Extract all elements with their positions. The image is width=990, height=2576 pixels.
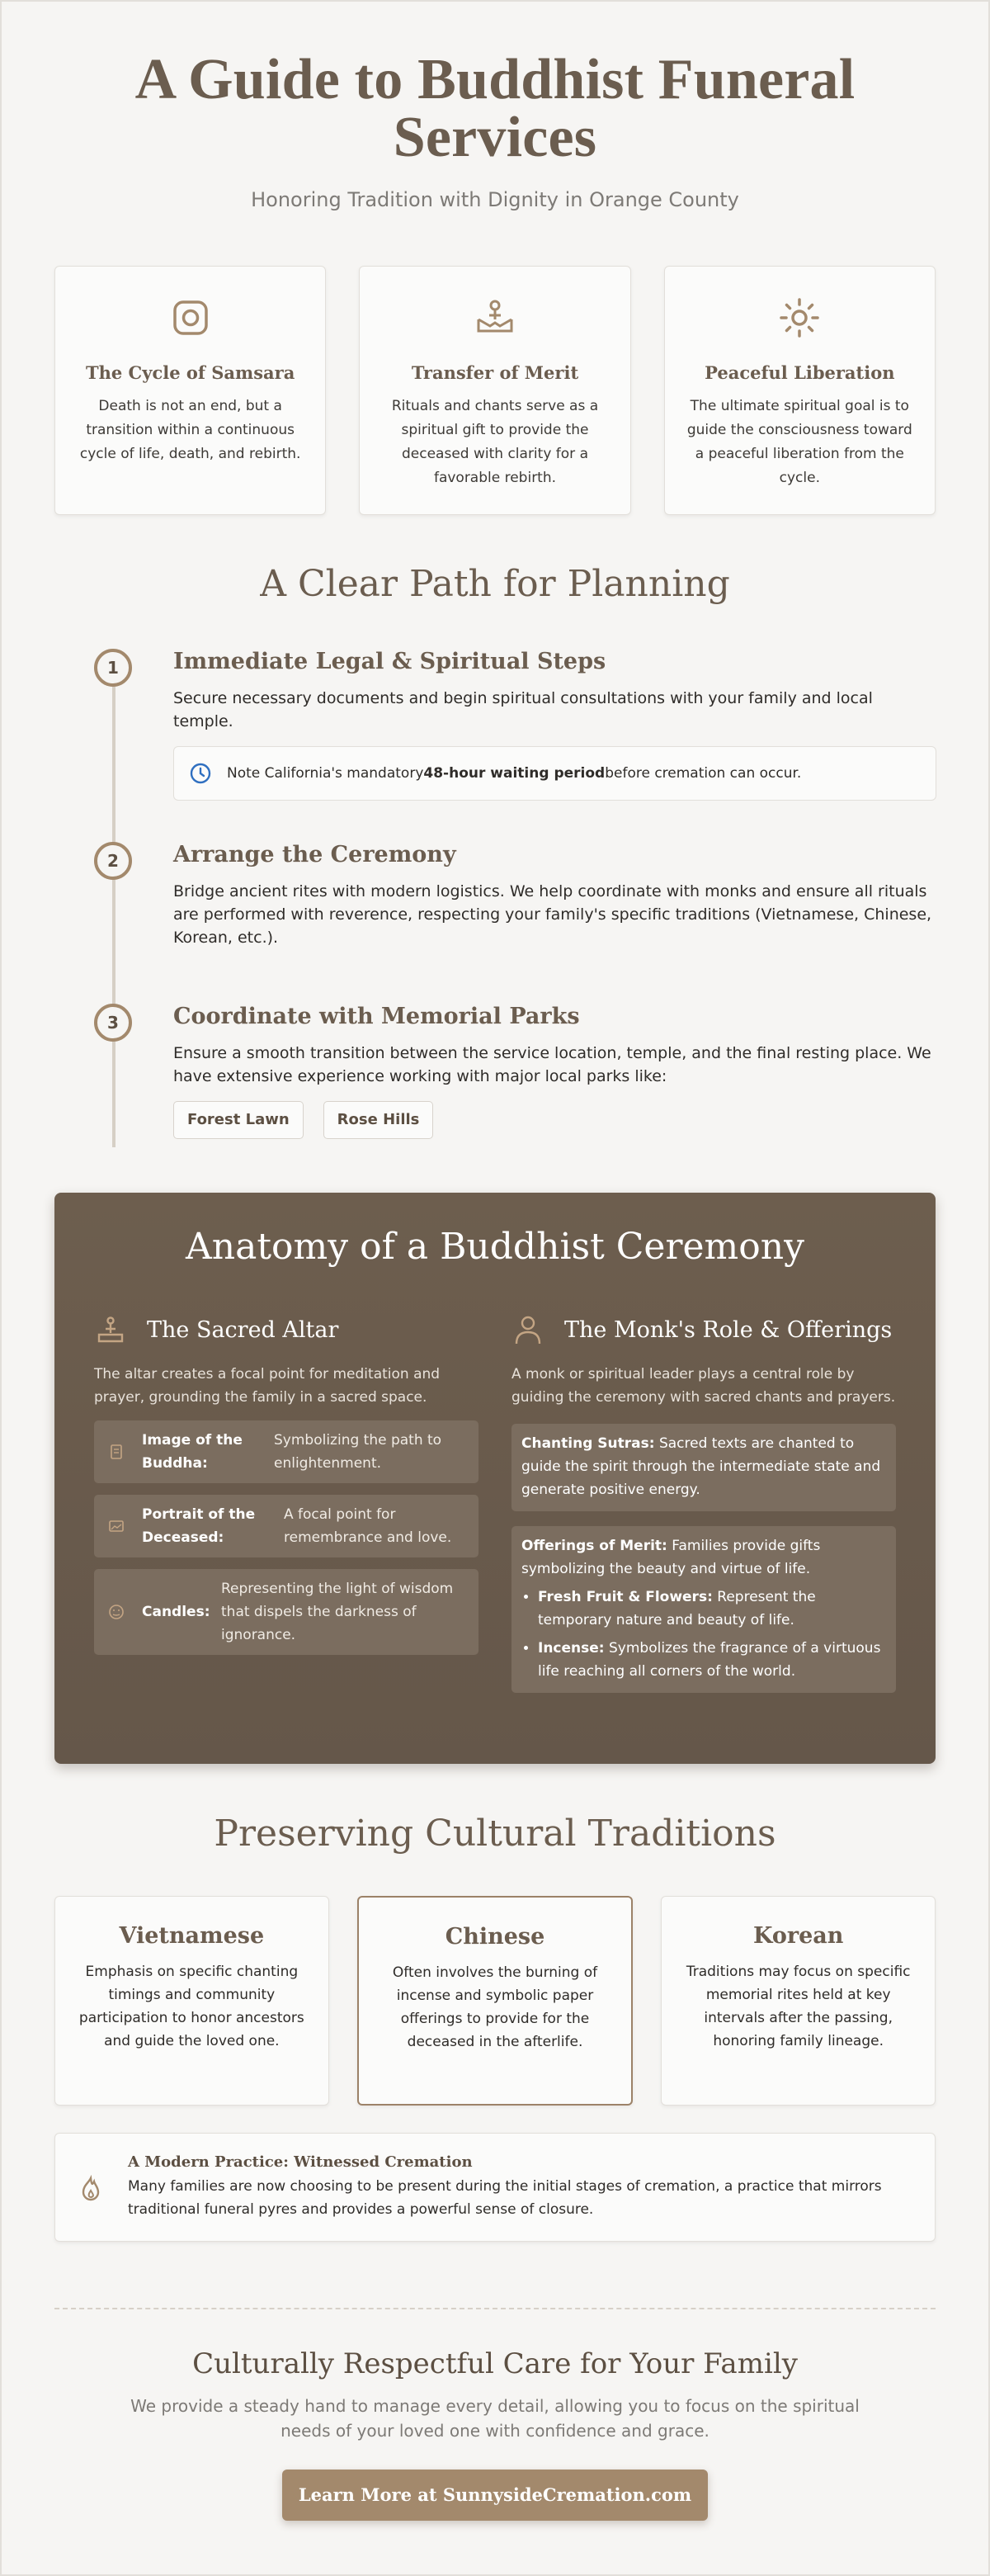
altar-icon: [94, 1313, 127, 1346]
offering-item: • Incense: Symbolizes the fragrance of a virtuous life reaching all corners of the world.: [538, 1637, 886, 1683]
offerings-list: [538, 1586, 886, 1683]
step-text: Bridge ancient rites with modern logistics. We help coordinate with monks and ensure all rituals are performed with reverence, respecting your family's specific traditions (Vietnamese, Chinese, Korean, etc.).: [173, 882, 932, 947]
altar-intro: The altar creates a focal point for meditation and prayer, grounding the family in a sacred space.: [94, 1366, 441, 1406]
learn-more-button[interactable]: Learn More at SunnysideCremation.com: [282, 2470, 708, 2521]
flame-icon: [77, 2175, 105, 2203]
monk-intro: A monk or spiritual leader plays a central role by guiding the ceremony with sacred chants and prayers.: [512, 1366, 896, 1406]
waiting-period-note: [173, 746, 936, 801]
chanting-key: Chanting Sutras:: [521, 1435, 655, 1452]
step-number: 1: [94, 649, 132, 687]
sun-icon: [776, 295, 823, 341]
altar-item: [94, 1569, 478, 1655]
tradition-title: Vietnamese: [119, 1923, 265, 1949]
tradition-text: Emphasis on specific chanting timings and community participation to honor ancestors and guide the loved one.: [78, 1964, 304, 2049]
principle-text: Rituals and chants serve as a spiritual gift to provide the deceased with clarity for a favorable rebirth.: [391, 398, 599, 486]
altar-item-value: Symbolizing the path to enlightenment.: [274, 1432, 442, 1472]
page-title: A Guide to Buddhist Funeral Services: [134, 48, 856, 169]
note-suffix: before cremation can occur.: [605, 765, 802, 782]
principle-title: Transfer of Merit: [411, 362, 579, 383]
altar-title: The Sacred Altar: [147, 1316, 339, 1343]
wheel-icon: [167, 295, 214, 341]
offering-hands-icon: [472, 295, 518, 341]
step-title: Arrange the Ceremony: [173, 842, 456, 867]
chanting-box: [512, 1424, 896, 1511]
cta-title: Culturally Respectful Care for Your Family: [192, 2347, 798, 2380]
candle-icon: [107, 1603, 125, 1621]
portrait-icon: [107, 1517, 125, 1535]
tradition-card-vietnamese: [54, 1896, 329, 2106]
step-title: Coordinate with Memorial Parks: [173, 1004, 580, 1029]
chanting-value: Sacred texts are chanted to guide the spirit through the intermediate state and generate positive energy.: [521, 1435, 881, 1498]
witnessed-cremation-callout: [54, 2133, 936, 2242]
tradition-text: Traditions may focus on specific memorial rites held at key intervals after the passing, honoring family lineage.: [686, 1964, 911, 2049]
note-prefix: Note California's mandatory: [227, 765, 424, 782]
principles-row: [54, 266, 936, 515]
tradition-text: Often involves the burning of incense and symbolic paper offerings to provide for the deceased in the afterlife.: [392, 1964, 598, 2050]
altar-item-value: A focal point for remembrance and love.: [284, 1506, 452, 1546]
principle-text: Death is not an end, but a transition within a continuous cycle of life, death, and rebirth.: [79, 398, 301, 462]
principle-title: The Cycle of Samsara: [85, 362, 295, 383]
altar-item-key: Candles:: [142, 1604, 210, 1620]
altar-item: [94, 1495, 478, 1557]
anatomy-title: Anatomy of a Buddhist Ceremony: [186, 1226, 804, 1268]
altar-item-key: Image of the Buddha:: [142, 1432, 243, 1472]
note-bold: 48-hour waiting period: [423, 765, 606, 782]
clock-icon: [189, 762, 212, 785]
callout-title: A Modern Practice: Witnessed Cremation: [128, 2153, 473, 2171]
divider: [54, 2308, 936, 2309]
monk-title: The Monk's Role & Offerings: [564, 1316, 893, 1343]
principle-card: [54, 266, 326, 515]
altar-column: [94, 1312, 478, 1655]
frame-icon: [107, 1443, 125, 1461]
page-subtitle: Honoring Tradition with Dignity in Orange County: [251, 188, 739, 211]
altar-item-value: Representing the light of wisdom that dispels the darkness of ignorance.: [221, 1581, 454, 1643]
hero: [0, 48, 990, 211]
offerings-value: Families provide gifts symbolizing the beauty and virtue of life.: [521, 1538, 821, 1577]
altar-item: [94, 1420, 478, 1483]
principle-text: The ultimate spiritual goal is to guide the consciousness toward a peaceful liberation from the cycle.: [686, 398, 912, 486]
altar-item-key: Portrait of the Deceased:: [142, 1506, 256, 1546]
anatomy-panel: [54, 1193, 936, 1764]
offering-item: • Fresh Fruit & Flowers: Represent the temporary nature and beauty of life.: [538, 1586, 886, 1632]
tradition-title: Chinese: [445, 1924, 545, 1950]
park-tag-rose-hills: Rose Hills: [323, 1101, 434, 1139]
offerings-key: Offerings of Merit:: [521, 1538, 667, 1554]
monk-column: [512, 1312, 896, 1693]
tradition-cards: [54, 1896, 936, 2106]
offerings-box: [512, 1526, 896, 1693]
park-tag-forest-lawn: Forest Lawn: [173, 1101, 304, 1139]
traditions-title: Preserving Cultural Traditions: [214, 1813, 776, 1855]
step-text: Ensure a smooth transition between the service location, temple, and the final resting place. We have extensive experience working with major local parks like:: [173, 1044, 931, 1085]
planning-title: A Clear Path for Planning: [260, 563, 730, 605]
step-text: Secure necessary documents and begin spiritual consultations with your family and local temple.: [173, 689, 873, 730]
step-title: Immediate Legal & Spiritual Steps: [173, 649, 606, 674]
timeline-line: [112, 669, 116, 1147]
tradition-card-korean: [661, 1896, 936, 2106]
cta-text: We provide a steady hand to manage every detail, allowing you to focus on the spiritual needs of your loved one with confidence and grace.: [130, 2396, 860, 2441]
principle-title: Peaceful Liberation: [705, 362, 895, 383]
principle-card: [664, 266, 936, 515]
monk-icon: [512, 1313, 544, 1346]
principle-card: [359, 266, 630, 515]
tradition-title: Korean: [752, 1923, 844, 1949]
park-tags: [173, 1101, 936, 1139]
step-number: 3: [94, 1004, 132, 1042]
callout-text: Many families are now choosing to be present during the initial stages of cremation, a practice that mirrors traditional funeral pyres and provides a powerful sense of closure.: [128, 2178, 882, 2218]
step-number: 2: [94, 842, 132, 880]
tradition-card-chinese: [357, 1896, 634, 2106]
